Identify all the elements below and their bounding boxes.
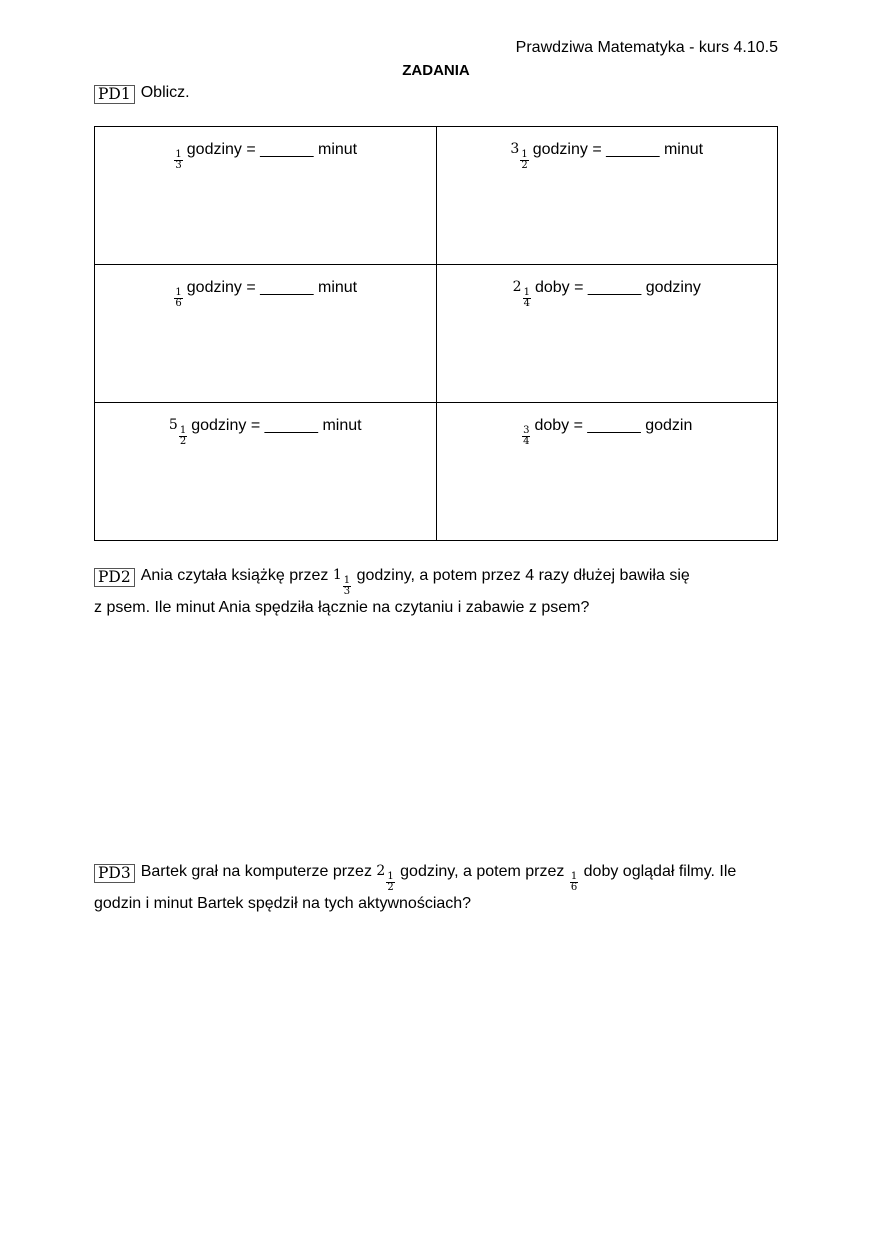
fraction-denominator: 3 [175, 160, 182, 171]
fraction-numerator: 1 [343, 575, 351, 586]
task-pd3 [94, 860, 794, 915]
task-pd3-text-middle: godziny, a potem przez [400, 863, 565, 880]
exercise-text: godziny = ______ minut [191, 417, 362, 434]
fraction-denominator: 3 [343, 586, 351, 597]
mixed-whole: 2 [376, 863, 386, 879]
exercise-cell [95, 265, 437, 403]
exercise-text: godziny = ______ minut [186, 141, 358, 158]
task-pd2-text-line2: z psem. Ile minut Ania spędziła łącznie na czytaniu i zabawie z psem? [94, 599, 590, 616]
exercise-cell [95, 127, 437, 265]
fraction [343, 576, 351, 597]
mixed-whole: 3 [510, 141, 520, 157]
exercise-text: doby = ______ godziny [534, 279, 701, 296]
fraction-numerator: 1 [387, 871, 394, 882]
fraction-denominator: 6 [175, 298, 182, 309]
exercise-cell [436, 265, 778, 403]
fraction [179, 426, 187, 447]
exercise-grid [94, 126, 778, 541]
task-pd3-text-before: Bartek grał na komputerze przez [140, 863, 372, 880]
task-pd1-instruction: Oblicz. [140, 84, 190, 101]
exercise-cell [436, 127, 778, 265]
exercise-text: doby = ______ godzin [534, 417, 693, 434]
page-title: ZADANIA [402, 62, 470, 79]
fraction [523, 288, 531, 309]
task-pd1-heading [94, 82, 794, 104]
fraction-numerator: 1 [523, 287, 530, 298]
fraction-denominator: 2 [521, 160, 528, 171]
task-tag-pd3: PD3 [94, 864, 135, 883]
exercise-text: godziny = ______ minut [532, 141, 704, 158]
mixed-whole: 2 [512, 279, 522, 295]
fraction [570, 872, 578, 893]
exercise-text: godziny = ______ minut [186, 279, 358, 296]
task-pd3-text-line2: godzin i minut Bartek spędził na tych aktywnościach? [94, 895, 472, 912]
fraction-numerator: 1 [521, 149, 528, 160]
mixed-whole: 5 [168, 417, 178, 433]
fraction [386, 872, 394, 893]
task-pd2-text-before: Ania czytała książkę przez [140, 567, 329, 584]
fraction-denominator: 2 [387, 882, 394, 893]
mixed-whole: 1 [332, 567, 342, 583]
course-header: Prawdziwa Matematyka - kurs 4.10.5 [515, 39, 778, 56]
task-pd3-text-after: doby oglądał filmy. Ile [583, 863, 737, 880]
task-pd2 [94, 564, 794, 619]
task-pd2-text-after: godziny, a potem przez 4 razy dłużej bawiła się [356, 567, 690, 584]
fraction-numerator: 1 [179, 425, 187, 436]
fraction-denominator: 6 [570, 882, 578, 893]
fraction [174, 288, 182, 309]
fraction-denominator: 4 [523, 298, 530, 309]
fraction-denominator: 4 [523, 436, 530, 447]
exercise-cell [436, 403, 778, 541]
task-tag-pd2: PD2 [94, 568, 135, 587]
fraction-numerator: 1 [175, 149, 182, 160]
fraction [520, 150, 528, 171]
fraction [522, 426, 530, 447]
fraction-numerator: 1 [570, 871, 578, 882]
task-tag-pd1: PD1 [94, 85, 135, 104]
fraction-denominator: 2 [179, 436, 187, 447]
fraction [174, 150, 182, 171]
fraction-numerator: 1 [175, 287, 182, 298]
fraction-numerator: 3 [523, 425, 530, 436]
exercise-cell [95, 403, 437, 541]
